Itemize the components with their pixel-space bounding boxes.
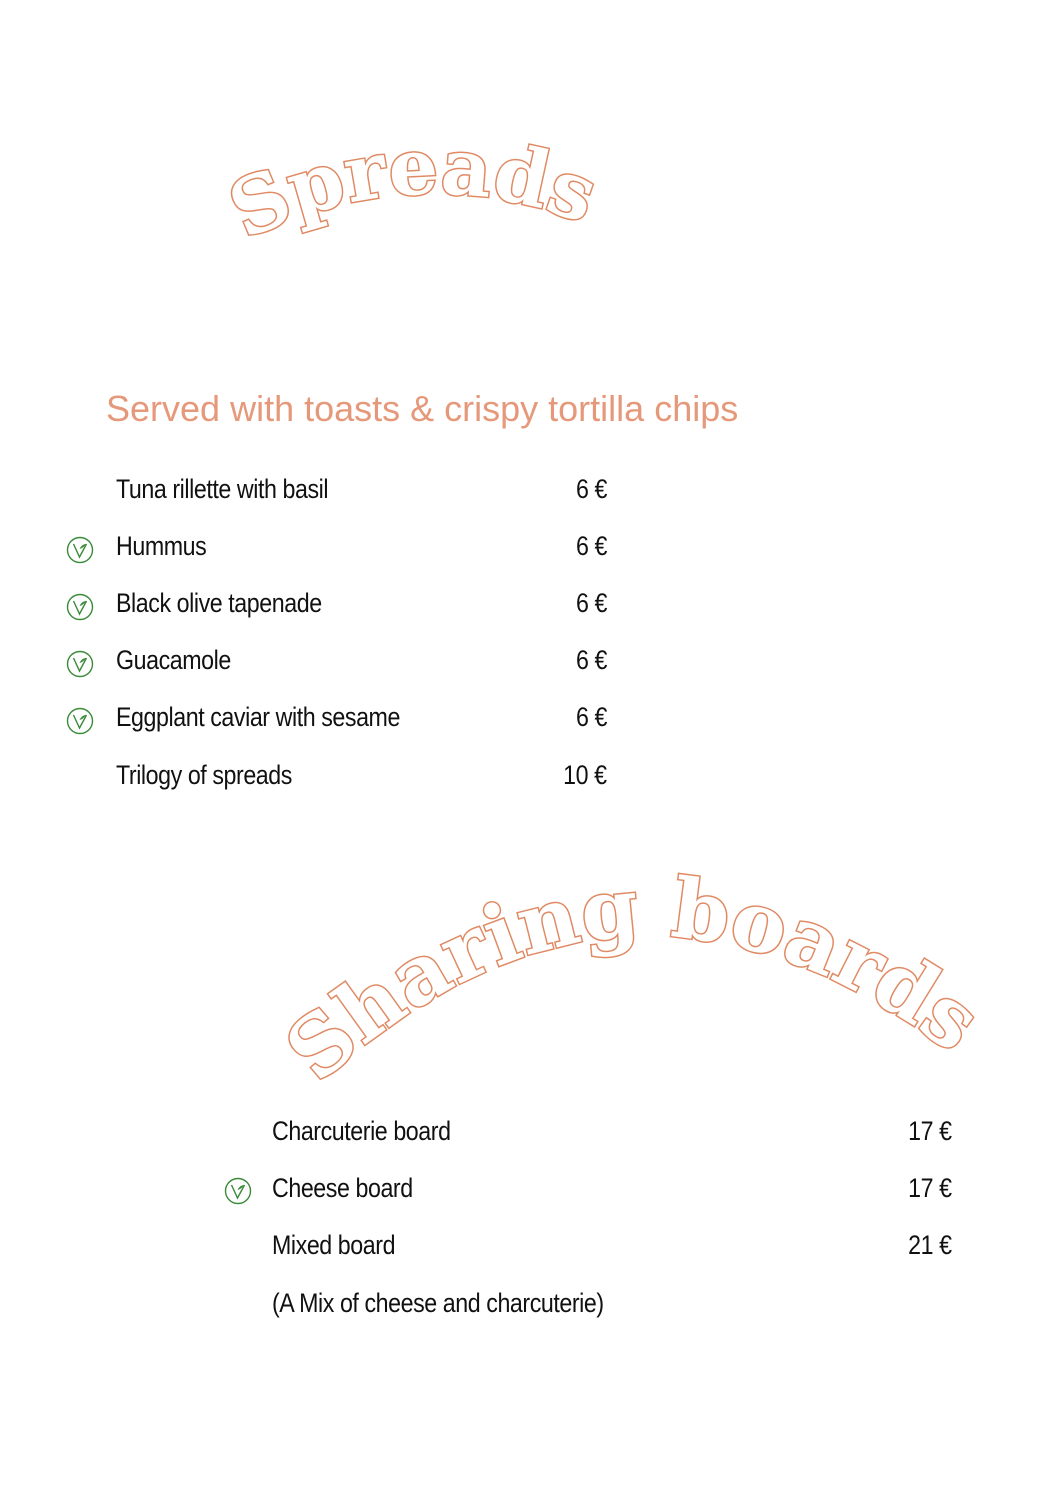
vegetarian-icon [65, 592, 95, 622]
item-name: Guacamole [116, 645, 231, 675]
item-name: Black olive tapenade [116, 588, 322, 618]
mixed-board-note: (A Mix of cheese and charcuterie) [272, 1288, 604, 1318]
item-price: 6 € [575, 645, 607, 675]
item-name: Cheese board [272, 1173, 413, 1203]
item-name: Charcuterie board [272, 1116, 451, 1146]
spreads-subtitle: Served with toasts & crispy tortilla chips [106, 388, 739, 429]
item-price: 6 € [575, 702, 607, 732]
item-name: Mixed board [272, 1230, 396, 1260]
vegetarian-icon [65, 535, 95, 565]
item-name: Trilogy of spreads [116, 760, 292, 790]
item-name: Tuna rillette with basil [116, 474, 329, 504]
sharing-boards-title: Sharing boards [268, 859, 998, 1100]
item-name: Eggplant caviar with sesame [116, 702, 400, 732]
vegetarian-icon [65, 706, 95, 736]
item-price: 10 € [563, 760, 607, 790]
item-price: 6 € [575, 474, 607, 504]
item-price: 6 € [575, 531, 607, 561]
item-price: 17 € [908, 1173, 952, 1203]
spreads-title: Spreads [216, 121, 609, 257]
item-name: Hummus [116, 531, 207, 561]
item-price: 6 € [575, 588, 607, 618]
item-price: 17 € [908, 1116, 952, 1146]
item-price: 21 € [908, 1230, 952, 1260]
vegetarian-icon [65, 649, 95, 679]
vegetarian-icon [223, 1176, 253, 1206]
